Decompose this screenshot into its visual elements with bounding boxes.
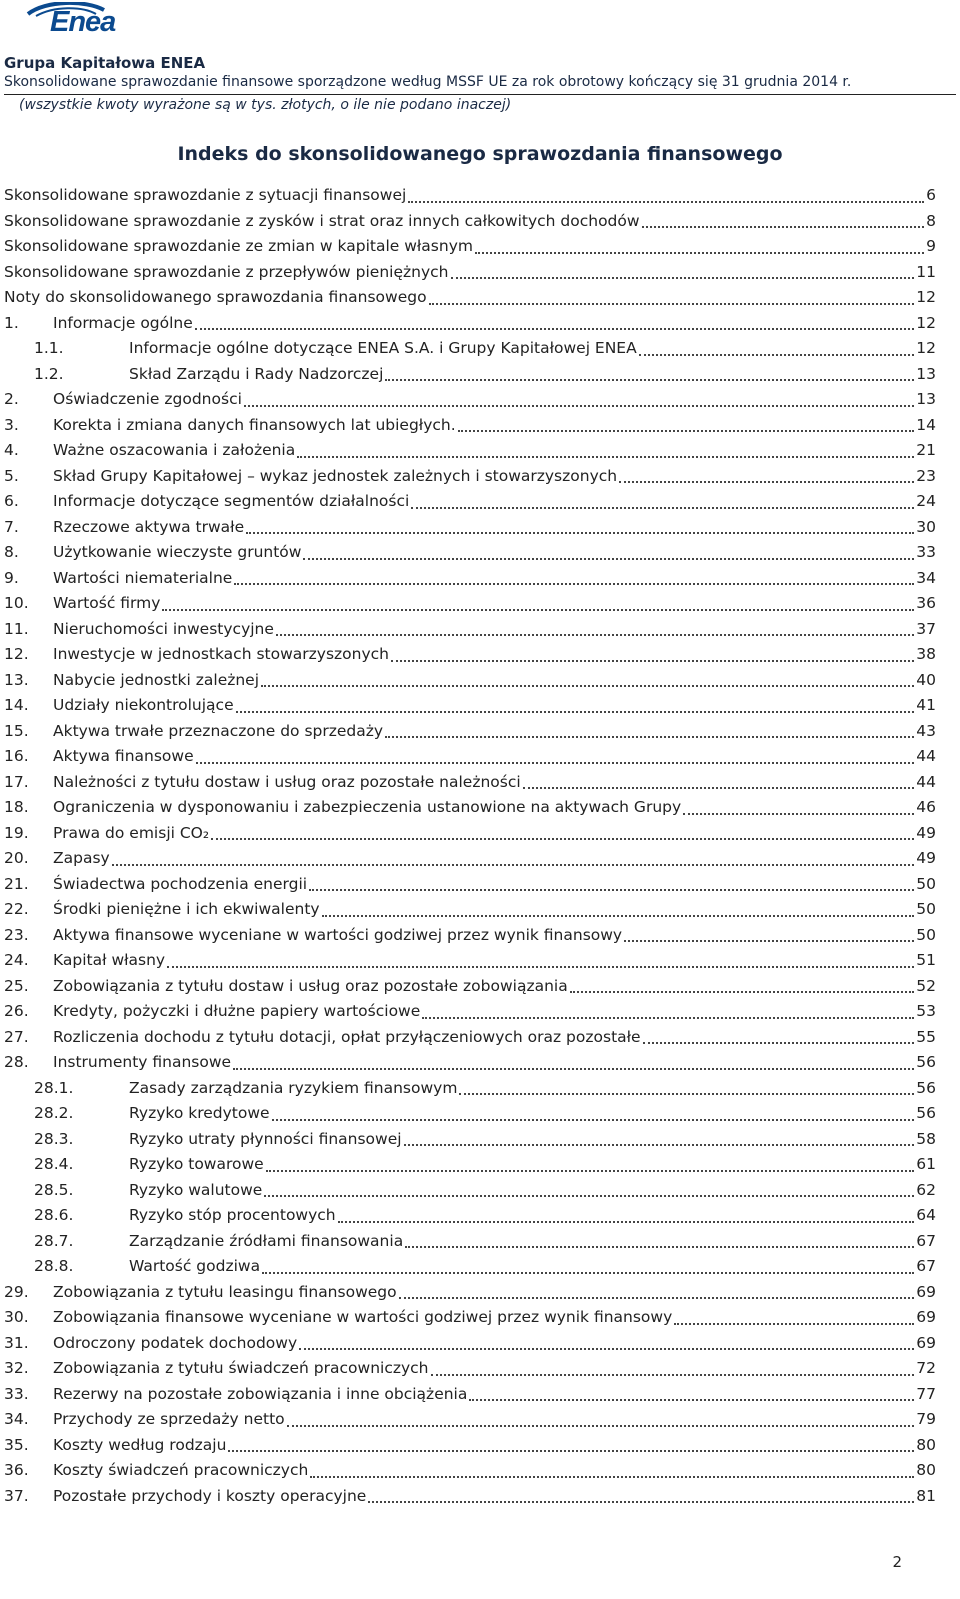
toc-entry-number: 28.3. xyxy=(34,1129,74,1148)
toc-entry-page: 9 xyxy=(926,237,936,255)
toc-dot-leader xyxy=(399,1297,915,1299)
toc-entry[interactable] xyxy=(0,974,960,999)
toc-entry-title: Skład Zarządu i Rady Nadzorczej xyxy=(129,364,384,383)
toc-entry-number: 7. xyxy=(4,517,19,536)
toc-entry[interactable] xyxy=(0,617,960,642)
toc-dot-leader xyxy=(408,201,924,203)
toc-entry-number: 28.4. xyxy=(34,1155,74,1173)
toc-entry-number: 29. xyxy=(4,1282,29,1301)
toc-dot-leader xyxy=(431,1374,915,1376)
toc-dot-leader xyxy=(674,1323,914,1325)
toc-entry[interactable] xyxy=(0,999,960,1024)
toc-entry-title: Korekta i zmiana danych finansowych lat ubiegłych. xyxy=(53,415,456,434)
toc-entry[interactable] xyxy=(0,1484,960,1509)
toc-entry[interactable] xyxy=(0,234,960,259)
toc-entry-title: Noty do skonsolidowanego sprawozdania finansowego xyxy=(4,288,427,306)
toc-dot-leader xyxy=(368,1501,914,1503)
toc-dot-leader xyxy=(162,609,914,611)
toc-entry-number: 36. xyxy=(4,1461,29,1479)
toc-dot-leader xyxy=(234,583,914,585)
toc-entry-title: Informacje ogólne xyxy=(53,313,193,332)
toc-entry-title: Aktywa finansowe xyxy=(53,747,194,765)
toc-entry-number: 11. xyxy=(4,619,29,638)
toc-entry-title: Informacje ogólne dotyczące ENEA S.A. i Grupy Kapitałowej ENEA xyxy=(129,339,637,357)
report-subtitle: Skonsolidowane sprawozdanie finansowe sporządzone według MSSF UE za rok obrotowy kończący się 31 grudnia 2014 r. xyxy=(4,74,852,90)
toc-entry[interactable] xyxy=(0,1152,960,1177)
toc-entry-page: 56 xyxy=(916,1053,936,1071)
toc-entry-page: 67 xyxy=(916,1257,936,1275)
toc-entry-number: 20. xyxy=(4,849,29,867)
toc-dot-leader xyxy=(272,1119,915,1121)
toc-dot-leader xyxy=(429,303,915,305)
toc-entry[interactable] xyxy=(0,362,960,387)
company-name: Grupa Kapitałowa ENEA xyxy=(4,54,206,72)
toc-entry-title: Skład Grupy Kapitałowej – wykaz jednostek zależnych i stowarzyszonych xyxy=(53,466,618,485)
toc-entry[interactable] xyxy=(0,846,960,871)
toc-dot-leader xyxy=(246,532,914,534)
toc-entry-page: 51 xyxy=(916,951,936,969)
toc-entry-page: 30 xyxy=(916,517,936,536)
toc-entry-number: 32. xyxy=(4,1359,29,1377)
toc-entry[interactable] xyxy=(0,336,960,361)
toc-entry-page: 13 xyxy=(916,390,936,408)
toc-entry-title: Kapitał własny xyxy=(53,951,166,969)
toc-entry[interactable] xyxy=(0,1382,960,1407)
toc-dot-leader xyxy=(642,226,925,228)
toc-dot-leader xyxy=(236,711,915,713)
toc-entry-page: 49 xyxy=(916,823,936,842)
toc-entry-title: Prawa do emisji CO₂ xyxy=(53,823,210,842)
toc-dot-leader xyxy=(422,1017,914,1019)
toc-entry-number: 28.1. xyxy=(34,1078,74,1097)
toc-entry[interactable] xyxy=(0,1025,960,1050)
toc-dot-leader xyxy=(459,1093,914,1095)
toc-entry[interactable] xyxy=(0,183,960,208)
amounts-note: (wszystkie kwoty wyrażone są w tys. złotych, o ile nie podano inaczej) xyxy=(19,97,512,113)
toc-entry[interactable] xyxy=(0,1127,960,1152)
toc-dot-leader xyxy=(264,1195,914,1197)
toc-entry-page: 37 xyxy=(916,619,936,638)
toc-entry-page: 11 xyxy=(916,262,936,281)
toc-entry-title: Rezerwy na pozostałe zobowiązania i inne obciążenia xyxy=(53,1384,468,1403)
toc-entry-number: 6. xyxy=(4,492,19,510)
toc-entry[interactable] xyxy=(0,1305,960,1330)
toc-entry-title: Kredyty, pożyczki i dłużne papiery wartościowe xyxy=(53,1002,421,1020)
toc-entry-number: 34. xyxy=(4,1410,29,1428)
toc-dot-leader xyxy=(475,252,924,254)
toc-entry-title: Świadectwa pochodzenia energii xyxy=(53,874,308,893)
toc-entry-title: Zobowiązania finansowe wyceniane w wartości godziwej przez wynik finansowy xyxy=(53,1308,673,1326)
toc-entry[interactable] xyxy=(0,693,960,718)
toc-dot-leader xyxy=(322,915,915,917)
toc-entry[interactable] xyxy=(0,1458,960,1483)
toc-dot-leader xyxy=(167,966,914,968)
toc-entry-page: 12 xyxy=(916,313,936,332)
toc-dot-leader xyxy=(287,1425,915,1427)
toc-dot-leader xyxy=(338,1221,915,1223)
toc-entry-title: Inwestycje w jednostkach stowarzyszonych xyxy=(53,645,389,663)
toc-entry-number: 31. xyxy=(4,1333,29,1352)
toc-dot-leader xyxy=(404,1144,915,1146)
toc-entry[interactable] xyxy=(0,438,960,463)
toc-entry-number: 1. xyxy=(4,313,19,332)
toc-entry-page: 77 xyxy=(916,1384,936,1403)
toc-entry-number: 16. xyxy=(4,747,29,765)
toc-entry-number: 28.8. xyxy=(34,1257,74,1275)
toc-entry-page: 79 xyxy=(916,1410,936,1428)
toc-entry-page: 72 xyxy=(916,1359,936,1377)
toc-entry-title: Ryzyko towarowe xyxy=(129,1155,264,1173)
toc-dot-leader xyxy=(624,940,914,942)
toc-dot-leader xyxy=(643,1042,915,1044)
toc-entry-number: 3. xyxy=(4,415,19,434)
toc-dot-leader xyxy=(385,736,914,738)
toc-entry-title: Skonsolidowane sprawozdanie z sytuacji finansowej xyxy=(4,186,407,204)
toc-entry-title: Nabycie jednostki zależnej xyxy=(53,670,260,689)
toc-entry[interactable] xyxy=(0,540,960,565)
toc-entry[interactable] xyxy=(0,489,960,514)
toc-entry-title: Wartość firmy xyxy=(53,594,161,612)
toc-entry-page: 50 xyxy=(916,900,936,918)
toc-dot-leader xyxy=(391,660,914,662)
toc-entry[interactable] xyxy=(0,285,960,310)
toc-dot-leader xyxy=(310,1476,914,1478)
toc-dot-leader xyxy=(451,277,915,279)
toc-entry-title: Koszty świadczeń pracowniczych xyxy=(53,1461,309,1479)
toc-entry-page: 52 xyxy=(916,976,936,995)
toc-dot-leader xyxy=(196,762,915,764)
toc-entry-page: 53 xyxy=(916,1002,936,1020)
toc-entry-number: 17. xyxy=(4,772,29,791)
toc-entry-number: 13. xyxy=(4,670,29,689)
toc-entry[interactable] xyxy=(0,923,960,948)
toc-entry[interactable] xyxy=(0,1280,960,1305)
toc-entry[interactable] xyxy=(0,566,960,591)
toc-entry-number: 28.7. xyxy=(34,1231,74,1250)
toc-dot-leader xyxy=(683,813,914,815)
toc-entry[interactable] xyxy=(0,311,960,336)
toc-entry[interactable] xyxy=(0,1407,960,1432)
toc-entry-title: Rozliczenia dochodu z tytułu dotacji, opłat przyłączeniowych oraz pozostałe xyxy=(53,1027,641,1046)
index-title: Indeks do skonsolidowanego sprawozdania finansowego xyxy=(177,143,783,165)
toc-entry[interactable] xyxy=(0,260,960,285)
toc-dot-leader xyxy=(233,1068,914,1070)
toc-entry-title: Ograniczenia w dysponowaniu i zabezpieczenia ustanowione na aktywach Grupy xyxy=(53,798,682,816)
toc-dot-leader xyxy=(195,328,914,330)
toc-entry-page: 58 xyxy=(916,1129,936,1148)
toc-entry-page: 43 xyxy=(916,721,936,740)
toc-entry-page: 24 xyxy=(916,492,936,510)
toc-entry-page: 67 xyxy=(916,1231,936,1250)
toc-entry-number: 4. xyxy=(4,441,19,459)
toc-entry-number: 37. xyxy=(4,1486,29,1505)
toc-entry-title: Zasady zarządzania ryzykiem finansowym xyxy=(129,1078,458,1097)
toc-entry-title: Instrumenty finansowe xyxy=(53,1053,232,1071)
toc-entry[interactable] xyxy=(0,744,960,769)
toc-entry-number: 18. xyxy=(4,798,29,816)
toc-entry[interactable] xyxy=(0,821,960,846)
toc-entry[interactable] xyxy=(0,1101,960,1126)
toc-entry-title: Przychody ze sprzedaży netto xyxy=(53,1410,285,1428)
toc-entry-page: 46 xyxy=(916,798,936,816)
toc-dot-leader xyxy=(405,1246,914,1248)
toc-entry-title: Zobowiązania z tytułu świadczeń pracowniczych xyxy=(53,1359,429,1377)
toc-entry-page: 80 xyxy=(916,1435,936,1454)
toc-entry-title: Zarządzanie źródłami finansowania xyxy=(129,1231,404,1250)
toc-entry[interactable] xyxy=(0,1331,960,1356)
toc-entry-number: 26. xyxy=(4,1002,29,1020)
toc-dot-leader xyxy=(244,405,914,407)
toc-entry-page: 81 xyxy=(916,1486,936,1505)
toc-dot-leader xyxy=(211,838,914,840)
toc-entry-title: Pozostałe przychody i koszty operacyjne xyxy=(53,1486,367,1505)
toc-entry-number: 24. xyxy=(4,951,29,969)
toc-entry-page: 69 xyxy=(916,1308,936,1326)
toc-entry[interactable] xyxy=(0,795,960,820)
toc-entry[interactable] xyxy=(0,719,960,744)
toc-dot-leader xyxy=(228,1450,914,1452)
toc-dot-leader xyxy=(261,685,914,687)
document-header xyxy=(0,54,960,115)
page-number: 2 xyxy=(892,1553,902,1571)
toc-dot-leader xyxy=(523,787,915,789)
toc-entry-title: Udziały niekontrolujące xyxy=(53,696,234,714)
toc-entry[interactable] xyxy=(0,515,960,540)
toc-dot-leader xyxy=(276,634,914,636)
toc-dot-leader xyxy=(262,1272,914,1274)
toc-entry-page: 21 xyxy=(916,441,936,459)
toc-entry[interactable] xyxy=(0,1178,960,1203)
toc-entry-title: Aktywa finansowe wyceniane w wartości godziwej przez wynik finansowy xyxy=(53,925,623,944)
logo-wordmark: Enea xyxy=(50,6,116,38)
toc-entry-title: Ważne oszacowania i założenia xyxy=(53,441,296,459)
toc-dot-leader xyxy=(309,889,914,891)
toc-entry-number: 27. xyxy=(4,1027,29,1046)
toc-entry-page: 6 xyxy=(926,186,936,204)
toc-entry-title: Koszty według rodzaju xyxy=(53,1435,227,1454)
toc-entry-page: 56 xyxy=(916,1104,936,1122)
toc-entry[interactable] xyxy=(0,642,960,667)
toc-entry-number: 25. xyxy=(4,976,29,995)
toc-entry-page: 33 xyxy=(916,543,936,561)
toc-entry-page: 13 xyxy=(916,364,936,383)
toc-entry[interactable] xyxy=(0,1050,960,1075)
toc-entry[interactable] xyxy=(0,1203,960,1228)
toc-entry[interactable] xyxy=(0,464,960,489)
toc-entry[interactable] xyxy=(0,209,960,234)
toc-entry-page: 41 xyxy=(916,696,936,714)
toc-entry-number: 28.5. xyxy=(34,1180,74,1199)
toc-entry-page: 61 xyxy=(916,1155,936,1173)
toc-entry[interactable] xyxy=(0,770,960,795)
toc-entry[interactable] xyxy=(0,413,960,438)
toc-entry-number: 12. xyxy=(4,645,29,663)
toc-entry-page: 50 xyxy=(916,874,936,893)
toc-entry-title: Zobowiązania z tytułu leasingu finansowego xyxy=(53,1282,397,1301)
toc-entry-page: 23 xyxy=(916,466,936,485)
toc-entry-title: Środki pieniężne i ich ekwiwalenty xyxy=(53,900,320,918)
toc-dot-leader xyxy=(112,864,915,866)
toc-entry-page: 62 xyxy=(916,1180,936,1199)
toc-entry-page: 38 xyxy=(916,645,936,663)
toc-entry[interactable] xyxy=(0,948,960,973)
toc-entry-number: 1.1. xyxy=(34,339,64,357)
toc-dot-leader xyxy=(639,354,915,356)
toc-entry-page: 12 xyxy=(916,288,936,306)
toc-entry-number: 9. xyxy=(4,568,19,587)
toc-entry-page: 40 xyxy=(916,670,936,689)
toc-entry[interactable] xyxy=(0,1254,960,1279)
toc-entry-page: 64 xyxy=(916,1206,936,1224)
toc-entry[interactable] xyxy=(0,1076,960,1101)
toc-entry-title: Ryzyko kredytowe xyxy=(129,1104,270,1122)
toc-entry-title: Wartości niematerialne xyxy=(53,568,233,587)
toc-entry[interactable] xyxy=(0,1356,960,1381)
toc-entry-title: Odroczony podatek dochodowy xyxy=(53,1333,298,1352)
toc-dot-leader xyxy=(303,558,914,560)
toc-entry-number: 35. xyxy=(4,1435,29,1454)
toc-entry-title: Skonsolidowane sprawozdanie ze zmian w kapitale własnym xyxy=(4,237,473,255)
toc-dot-leader xyxy=(570,991,915,993)
toc-dot-leader xyxy=(385,379,914,381)
toc-dot-leader xyxy=(266,1170,915,1172)
toc-dot-leader xyxy=(411,507,914,509)
toc-entry-title: Ryzyko stóp procentowych xyxy=(129,1206,336,1224)
toc-entry-title: Rzeczowe aktywa trwałe xyxy=(53,517,245,536)
toc-entry-title: Skonsolidowane sprawozdanie z zysków i strat oraz innych całkowitych dochodów xyxy=(4,211,640,230)
toc-entry-number: 15. xyxy=(4,721,29,740)
toc-entry-title: Informacje dotyczące segmentów działalności xyxy=(53,492,410,510)
toc-entry-page: 69 xyxy=(916,1333,936,1352)
toc-entry-title: Użytkowanie wieczyste gruntów xyxy=(53,543,302,561)
toc-entry-number: 19. xyxy=(4,823,29,842)
toc-entry[interactable] xyxy=(0,897,960,922)
toc-dot-leader xyxy=(619,481,914,483)
toc-entry-page: 49 xyxy=(916,849,936,867)
toc-entry-number: 28. xyxy=(4,1053,29,1071)
toc-entry-page: 80 xyxy=(916,1461,936,1479)
toc-entry-title: Oświadczenie zgodności xyxy=(53,390,242,408)
toc-entry-number: 2. xyxy=(4,390,19,408)
toc-entry-number: 10. xyxy=(4,594,29,612)
toc-entry-number: 33. xyxy=(4,1384,29,1403)
toc-entry[interactable] xyxy=(0,872,960,897)
toc-entry-page: 44 xyxy=(916,772,936,791)
toc-entry-page: 8 xyxy=(926,211,936,230)
toc-entry-number: 28.6. xyxy=(34,1206,74,1224)
toc-entry-number: 30. xyxy=(4,1308,29,1326)
toc-entry[interactable] xyxy=(0,668,960,693)
toc-entry-page: 69 xyxy=(916,1282,936,1301)
enea-logo xyxy=(16,2,116,42)
toc-entry[interactable] xyxy=(0,591,960,616)
toc-entry-title: Aktywa trwałe przeznaczone do sprzedaży xyxy=(53,721,384,740)
toc-entry-number: 14. xyxy=(4,696,29,714)
toc-dot-leader xyxy=(297,456,914,458)
toc-entry-page: 34 xyxy=(916,568,936,587)
toc-entry-page: 50 xyxy=(916,925,936,944)
toc-dot-leader xyxy=(469,1399,914,1401)
toc-entry-title: Ryzyko walutowe xyxy=(129,1180,263,1199)
toc-entry-number: 21. xyxy=(4,874,29,893)
toc-entry-title: Zobowiązania z tytułu dostaw i usług oraz pozostałe zobowiązania xyxy=(53,976,568,995)
toc-entry-page: 36 xyxy=(916,594,936,612)
toc-entry-page: 55 xyxy=(916,1027,936,1046)
toc-entry-number: 28.2. xyxy=(34,1104,74,1122)
toc-entry-number: 5. xyxy=(4,466,19,485)
toc-entry-page: 14 xyxy=(916,415,936,434)
toc-entry-title: Zapasy xyxy=(53,849,110,867)
toc-entry[interactable] xyxy=(0,1229,960,1254)
toc-entry-number: 22. xyxy=(4,900,29,918)
toc-entry-page: 56 xyxy=(916,1078,936,1097)
toc-entry-title: Skonsolidowane sprawozdanie z przepływów pieniężnych xyxy=(4,262,449,281)
toc-entry-number: 8. xyxy=(4,543,19,561)
toc-entry-title: Wartość godziwa xyxy=(129,1257,261,1275)
toc-entry-title: Ryzyko utraty płynności finansowej xyxy=(129,1129,402,1148)
toc-entry-number: 1.2. xyxy=(34,364,64,383)
toc-dot-leader xyxy=(458,430,915,432)
toc-entry[interactable] xyxy=(0,387,960,412)
toc-entry-page: 12 xyxy=(916,339,936,357)
toc-entry-title: Nieruchomości inwestycyjne xyxy=(53,619,274,638)
toc-entry-page: 44 xyxy=(916,747,936,765)
toc-entry[interactable] xyxy=(0,1433,960,1458)
toc-entry-number: 23. xyxy=(4,925,29,944)
toc-entry-title: Należności z tytułu dostaw i usług oraz pozostałe należności xyxy=(53,772,521,791)
toc-dot-leader xyxy=(299,1348,914,1350)
